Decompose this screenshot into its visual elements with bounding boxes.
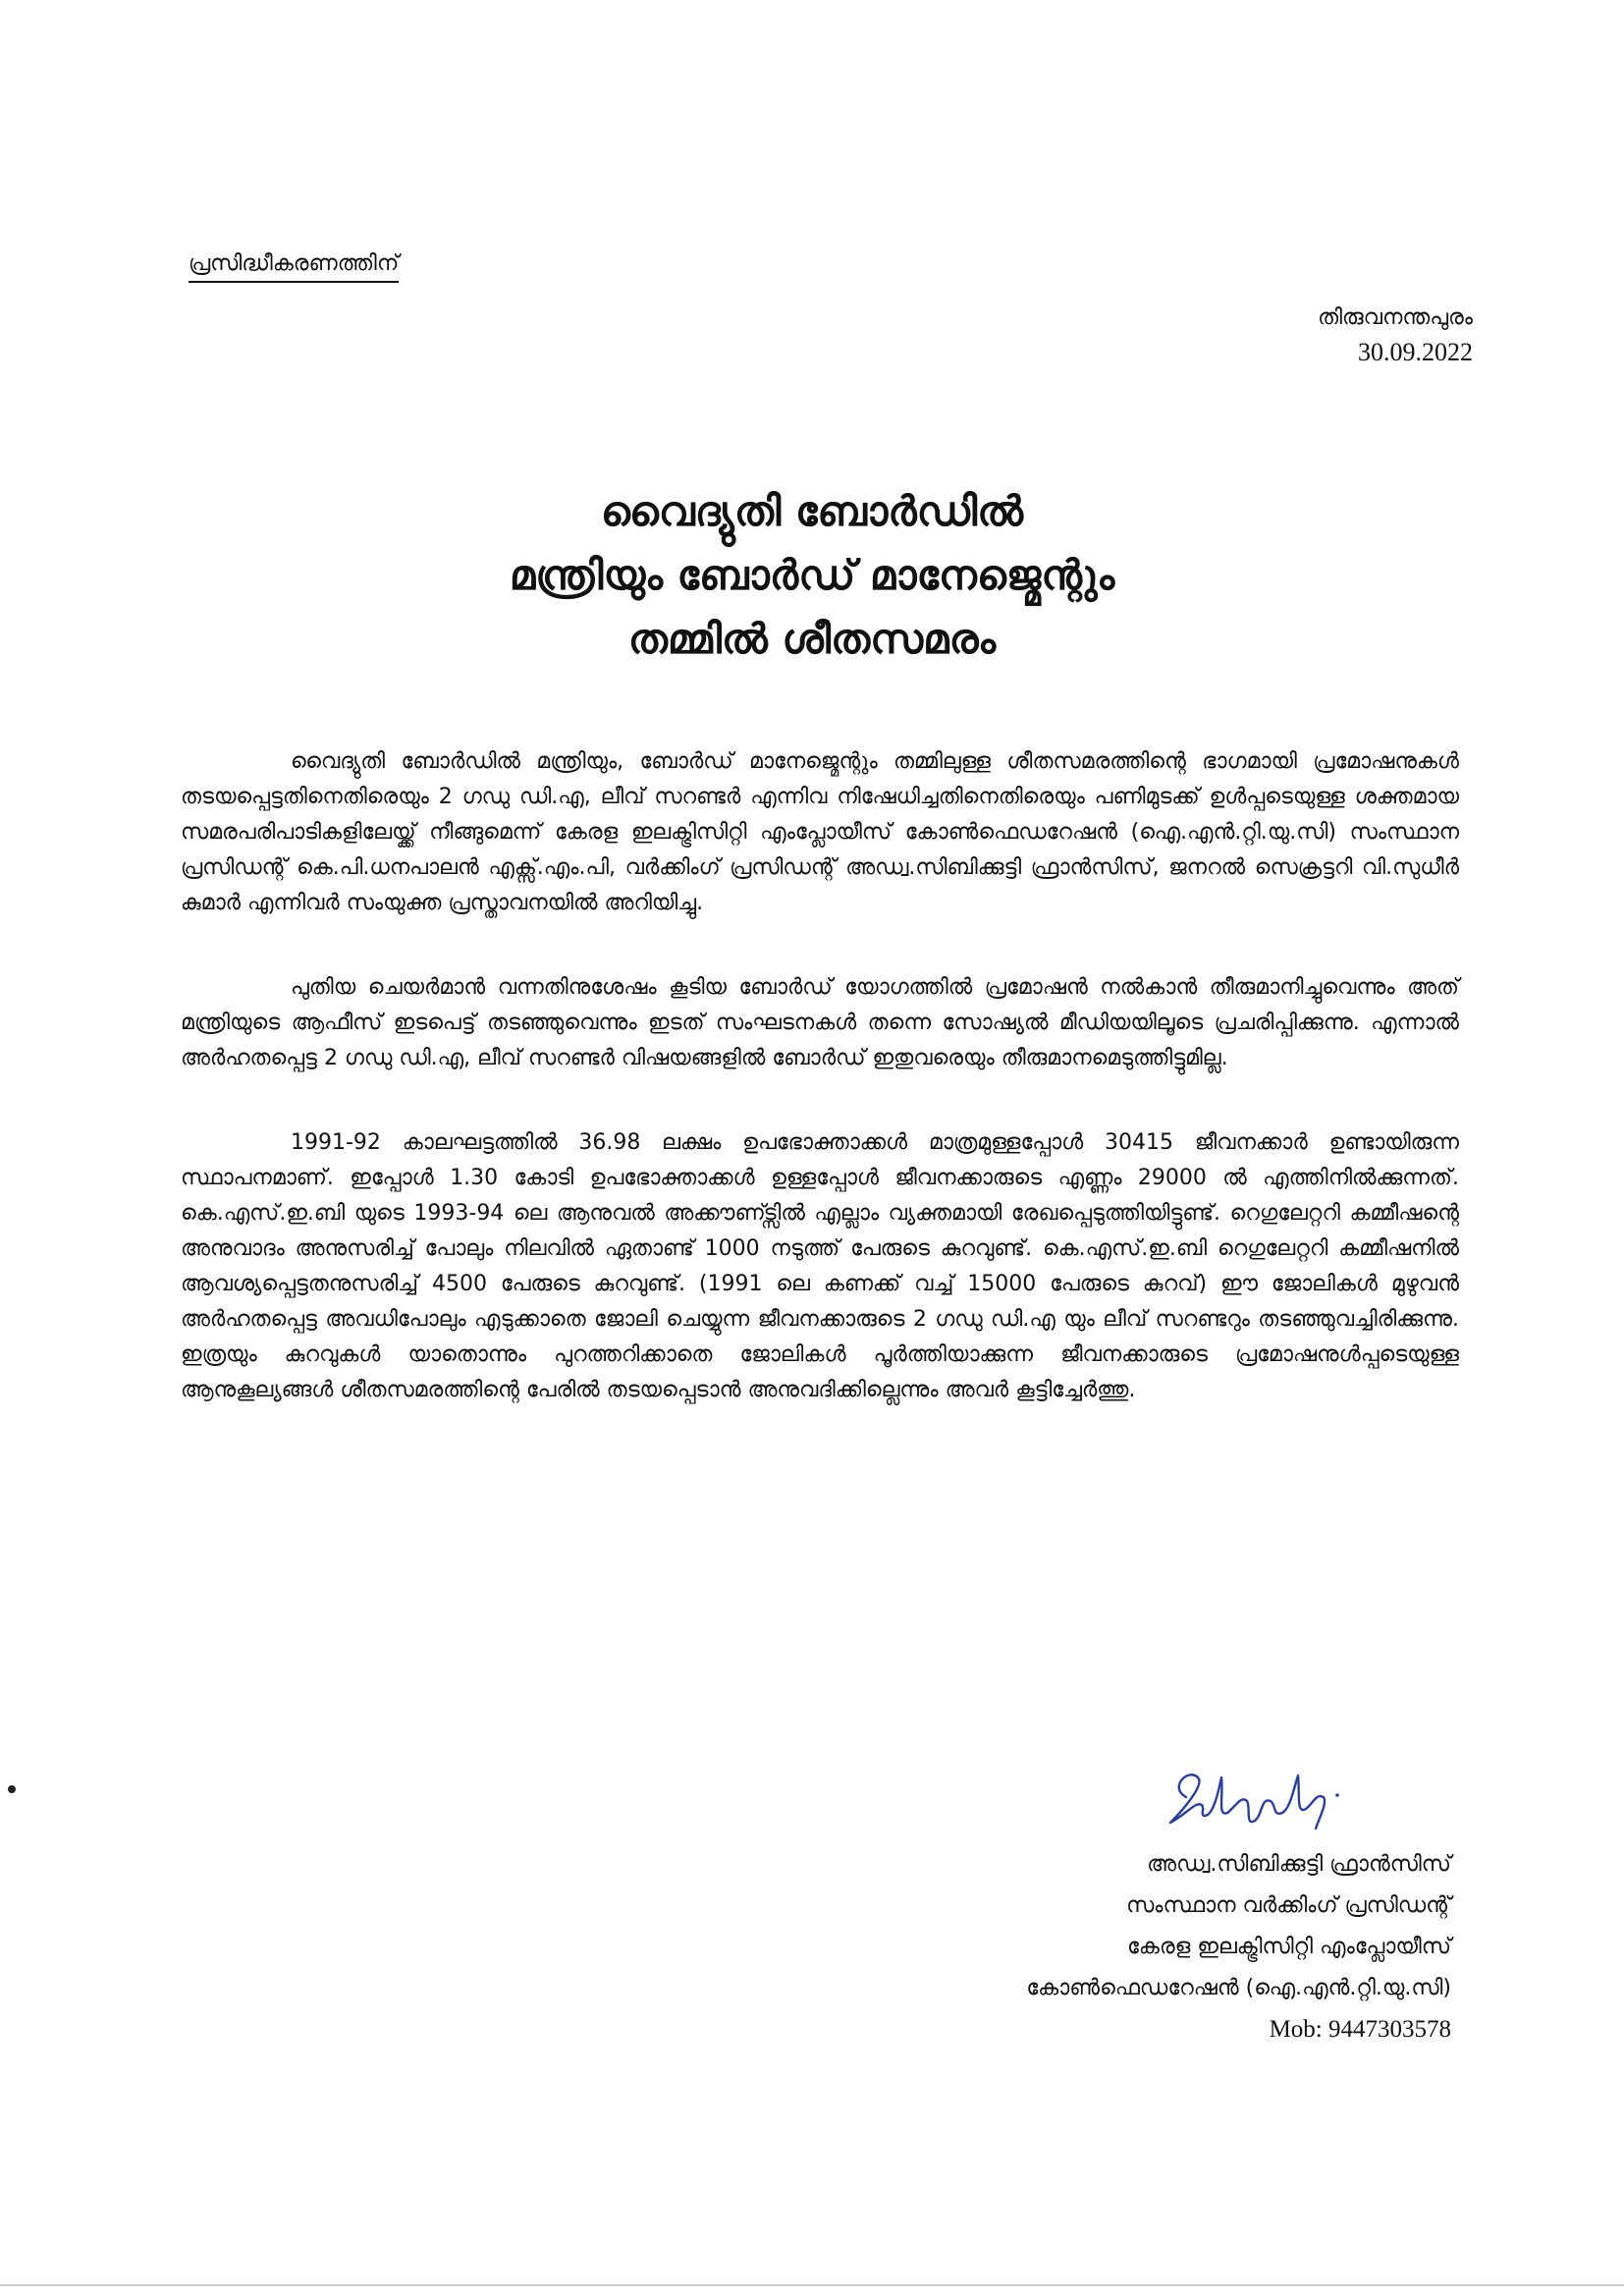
- paragraph-3: 1991-92 കാലഘട്ടത്തിൽ 36.98 ലക്ഷം ഉപഭോക്താക്കൾ മാത്രമുള്ളപ്പോൾ 30415 ജീവനക്കാർ ഉണ്ടായിരുന്ന സ്ഥാപനമാണ്. ഇപ്പോൾ 1.30 കോടി ഉപഭോക്താക്കൾ ഉള്ളപ്പോൾ ജീവനക്കാരുടെ എണ്ണം 29000 ൽ എത്തിനിൽക്കുന്നത്. കെ.എസ്.ഇ.ബി യുടെ 1993-94 ലെ ആനുവൽ അക്കൗണ്ട്സിൽ എല്ലാം വ്യക്തമായി രേഖപ്പെടുത്തിയിട്ടുണ്ട്. റെഗുലേറ്ററി കമ്മീഷന്റെ അനുവാദം അനുസരിച്ച് പോലും നിലവിൽ ഏതാണ്ട് 1000 നടുത്ത് പേരുടെ കുറവുണ്ട്. കെ.എസ്.ഇ.ബി റെഗുലേറ്ററി കമ്മീഷനിൽ ആവശ്യപ്പെട്ടതനുസരിച്ച് 4500 പേരുടെ കുറവുണ്ട്. (1991 ലെ കണക്ക് വച്ച് 15000 പേരുടെ കുറവ്) ഈ ജോലികൾ മുഴുവൻ അർഹതപ്പെട്ട അവധിപോലും എടുക്കാതെ ജോലി ചെയ്യുന്ന ജീവനക്കാരുടെ 2 ഗഡു ഡി.എ യും ലീവ് സറണ്ടറും തടഞ്ഞുവച്ചിരിക്കുന്നു. ഇത്രയും കുറവുകൾ യാതൊന്നും പുറത്തറിക്കാതെ ജോലികൾ പൂർത്തിയാക്കുന്ന ജീവനക്കാരുടെ പ്രമോഷനുൾപ്പടെയുള്ള ആനുകൂല്യങ്ങൾ ശീതസമരത്തിന്റെ പേരിൽ തടയപ്പെടാൻ അനുവദിക്കില്ലെന്നും അവർ കൂട്ടിച്ചേർത്തു.: [181, 1130, 1459, 1402]
- headline-line-2: മന്ത്രിയും ബോർഡ് മാനേജ്മെന്റും: [509, 551, 1115, 600]
- signatory-name: അഡ്വ.സിബിക്കുട്ടി ഫ്രാൻസിസ്: [1147, 1852, 1451, 1877]
- organization-line-1: കേരള ഇലക്ട്രിസിറ്റി എംപ്ലോയീസ്: [1127, 1935, 1451, 1959]
- bottom-edge-rule: [0, 2284, 1624, 2286]
- signatory-designation: സംസ്ഥാന വർക്കിംഗ് പ്രസിഡന്റ്: [1126, 1893, 1451, 1918]
- paragraph-1: വൈദ്യുതി ബോർഡിൽ മന്ത്രിയും, ബോർഡ് മാനേജ്മെന്റും തമ്മിലുള്ള ശീതസമരത്തിന്റെ ഭാഗമായി പ്രമോഷനുകൾ തടയപ്പെട്ടതിനെതിരെയും 2 ഗഡു ഡി.എ, ലീവ് സറണ്ടർ എന്നിവ നിഷേധിച്ചതിനെതിരെയും പണിമുടക്ക് ഉൾപ്പടെയുള്ള ശക്തമായ സമരപരിപാടികളിലേയ്ക്ക് നീങ്ങുമെന്ന് കേരള ഇലക്ട്രിസിറ്റി എംപ്ലോയീസ് കോൺഫെഡറേഷൻ (ഐ.എൻ.റ്റി.യു.സി) സംസ്ഥാന പ്രസിഡന്റ് കെ.പി.ധനപാലൻ എക്സ്.എം.പി, വർക്കിംഗ് പ്രസിഡന്റ് അഡ്വ.സിബിക്കുട്ടി ഫ്രാൻസിസ്, ജനറൽ സെക്രട്ടറി വി.സുധീർ കുമാർ എന്നിവർ സംയുക്ത പ്രസ്താവനയിൽ അറിയിച്ചു.: [181, 749, 1459, 915]
- body-text: [181, 744, 1459, 1457]
- date: 30.09.2022: [1358, 337, 1473, 366]
- handwritten-signature: [1159, 1758, 1345, 1834]
- headline-line-3: തമ്മിൽ ശീതസമരം: [627, 615, 997, 664]
- headline: [0, 479, 1624, 671]
- publication-label: പ്രസിദ്ധീകരണത്തിന്: [189, 251, 399, 283]
- place-date-block: [1318, 302, 1473, 371]
- stray-dot-mark: [8, 1785, 16, 1793]
- mobile-number: Mob: 9447303578: [1269, 2016, 1451, 2043]
- paragraph-2: പുതിയ ചെയർമാൻ വന്നതിനുശേഷം കൂടിയ ബോർഡ് യോഗത്തിൽ പ്രമോഷൻ നൽകാൻ തീരുമാനിച്ചുവെന്നും അത് മന്ത്രിയുടെ ആഫീസ് ഇടപെട്ട് തടഞ്ഞുവെന്നും ഇടത് സംഘടനകൾ തന്നെ സോഷ്യൽ മീഡിയയിലൂടെ പ്രചരിപ്പിക്കുന്നു. എന്നാൽ അർഹതപ്പെട്ട 2 ഗഡു ഡി.എ, ലീവ് സറണ്ടർ വിഷയങ്ങളിൽ ബോർഡ് ഇതുവരെയും തീരുമാനമെടുത്തിട്ടുമില്ല.: [181, 975, 1459, 1070]
- signoff-block: [1026, 1844, 1451, 2050]
- headline-line-1: വൈദ്യുതി ബോർഡിൽ: [600, 487, 1024, 535]
- place: തിരുവനന്തപുരം: [1318, 305, 1473, 330]
- organization-line-2: കോൺഫെഡറേഷൻ (ഐ.എൻ.റ്റി.യു.സി): [1026, 1976, 1451, 2000]
